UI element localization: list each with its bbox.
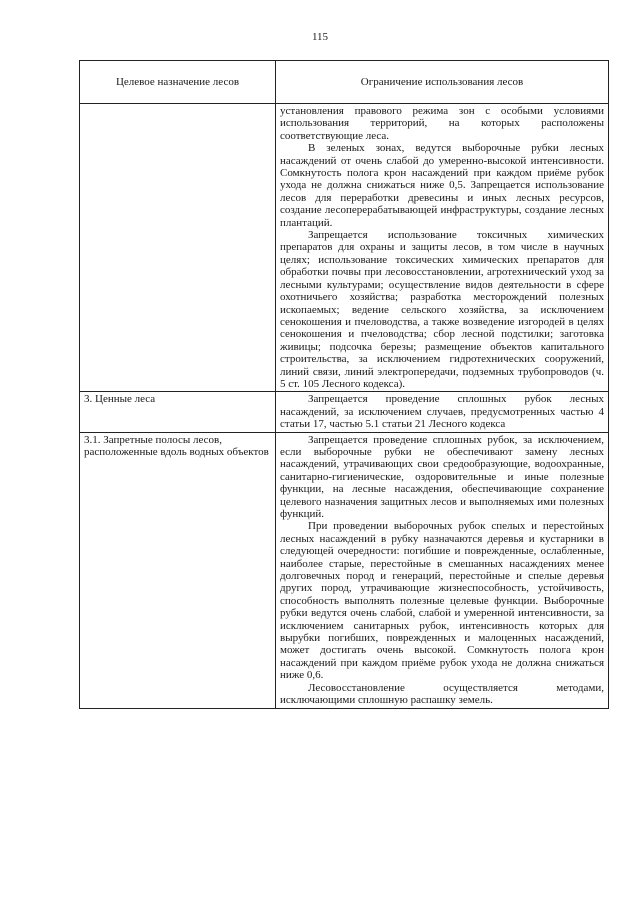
restriction-paragraph: Запрещается использование токсичных химических препаратов для охраны и защиты лесов, в том числе в научных целях; использование токсических химических препаратов для обработки почвы при лесовосстановлении, агротехнический уход за лесными культурами; осуществление видов деятельности в сфере охотничьего хозяйства; разработка месторождений полезных ископаемых; ведение сельского хозяйства, за исключением сенокошения и пчеловодства, а также возведение изгородей в целях сенокошения и пчеловодства; сбор лесной подстилки; заготовка живицы; подсочка березы; размещение объектов капитального строительства, за исключением гидротехнических сооружений, линий связи, линий электропередачи, подземных трубопроводов (ч. 5 ст. 105 Лесного кодекса). <box>280 229 604 390</box>
row-restrictions <box>276 104 609 392</box>
restriction-paragraph: установления правового режима зон с особыми условиями использования территорий, на которых расположены соответствующие леса. <box>280 105 604 142</box>
restriction-paragraph: Запрещается проведение сплошных рубок, за исключением, если выборочные рубки не обеспечивают замену лесных насаждений, утрачивающих свои средообразующие, водоохранные, санитарно-гигиенические, оздоровительные и иные полезные функции, на лесные насаждения, обеспечивающие сохранение целевого назначения защитных лесов и выполняемых ими полезных функций. <box>280 433 604 520</box>
table-row <box>80 392 609 432</box>
row-restrictions <box>276 432 609 708</box>
row-category <box>80 104 276 392</box>
row-category: 3. Ценные леса <box>80 392 276 432</box>
restriction-paragraph: Лесовосстановление осуществляется методами, исключающими сплошную распашку земель. <box>280 681 604 707</box>
row-category: 3.1. Запретные полосы лесов, расположенные вдоль водных объектов <box>80 432 276 708</box>
restriction-paragraph: В зеленых зонах, ведутся выборочные рубки лесных насаждений от очень слабой до умеренно-высокой интенсивности. Сомкнутость полога крон насаждений при каждом приёме рубок ухода не должна снижаться ниже 0,5. Запрещается использование лесов для переработки древесины и иных лесных ресурсов, создание лесоперерабатывающей инфраструктуры, создание лесных плантаций. <box>280 142 604 229</box>
restriction-paragraph: Запрещается проведение сплошных рубок лесных насаждений, за исключением случаев, предусмотренных частью 4 статьи 17, частью 5.1 статьи 21 Лесного кодекса <box>280 393 604 431</box>
restriction-paragraph: При проведении выборочных рубок спелых и перестойных лесных насаждений в рубку назначаются деревья и кустарники в следующей очередности: погибшие и поврежденные, ослабленные, наиболее старые, перестойные в смешанных насаждениях менее долговечных пород и генераций, перестойные и спелые деревья других пород, утрачивающие жизнеспособность, устойчивость, способность выполнять полезные целевые функции. Выборочные рубки ведутся очень слабой, слабой и умеренной интенсивности, за исключением санитарных рубок, интенсивность которых для вырубки погибших, поврежденных и малоценных насаждений, может достигать очень высокой. Сомкнутость полога крон насаждений при каждом приёме рубок ухода не должна снижаться ниже 0,6. <box>280 520 604 682</box>
forest-restrictions-table <box>79 60 609 709</box>
table-header-row <box>80 61 609 104</box>
page-number: 115 <box>311 31 329 43</box>
header-usage-restrictions: Ограничение использования лесов <box>276 61 609 104</box>
header-forest-purpose: Целевое назначение лесов <box>80 61 276 104</box>
table-row <box>80 432 609 708</box>
row-restrictions <box>276 392 609 432</box>
table-row <box>80 104 609 392</box>
